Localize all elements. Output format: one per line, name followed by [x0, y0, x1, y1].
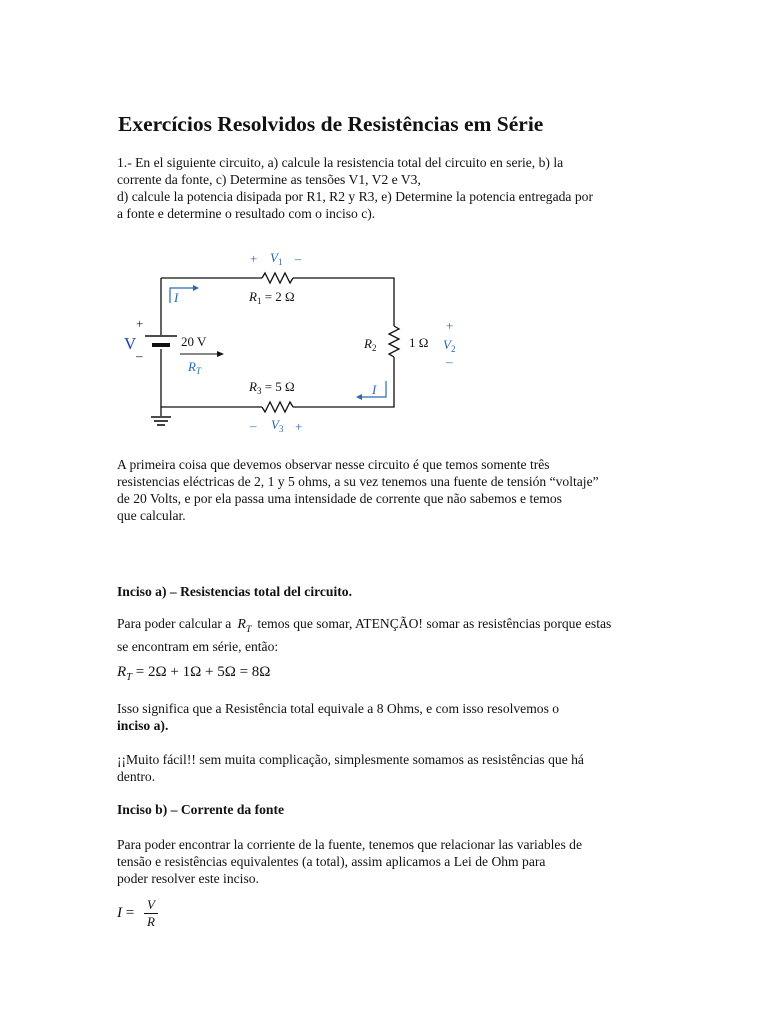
r1-label: R: [249, 289, 257, 304]
problem-line: d) calcule la potencia disipada por R1, R2 y R3, e) Determine la potencia entregada por: [117, 189, 593, 204]
svg-text:V3: [271, 417, 284, 434]
section-b-paragraph: [117, 836, 582, 887]
rt-sub: T: [195, 366, 201, 376]
r3-label: R: [249, 379, 257, 394]
section-a-line-2: se encontram em série, então:: [117, 638, 279, 654]
section-a-text-after: temos que somar, ATENÇÃO! somar as resistências porque estas: [257, 616, 612, 631]
v2-sub: 2: [450, 344, 456, 354]
easy-note: [117, 751, 584, 785]
section-b-line: tensão e resistências equivalentes (a total), assim aplicamos a Lei de Ohm para: [117, 854, 546, 869]
v3-minus: –: [250, 418, 257, 433]
r2-sub: 2: [371, 343, 377, 353]
section-a-paragraph: [117, 615, 611, 655]
r3-sub: 3: [256, 386, 262, 396]
svg-text:R1 = 2 Ω: [248, 289, 295, 306]
rt-inline-sub: T: [245, 623, 252, 635]
intro-line: de 20 Volts, e por ela passa uma intensidade de corrente que não sabemos e temos: [117, 491, 562, 506]
ohms-equals: =: [122, 904, 138, 921]
equation-lhs: R: [117, 664, 127, 680]
source-plus: +: [136, 316, 144, 331]
result-line: Isso significa que a Resistência total equivale a 8 Ohms, e com isso resolvemos o: [117, 701, 560, 716]
total-resistance-equation: [117, 664, 270, 683]
rt-inline-variable: [237, 617, 252, 635]
section-b-heading: Inciso b) – Corrente da fonte: [117, 802, 285, 817]
section-b-line: Para poder encontrar la corriente de la fuente, tenemos que relacionar las variables de: [117, 837, 582, 852]
section-a-result: [117, 700, 559, 734]
ohms-fraction: [144, 898, 158, 929]
section-b-line: poder resolver este inciso.: [117, 871, 259, 886]
current-label-top: I: [174, 290, 179, 305]
intro-line: A primeira coisa que devemos observar nesse circuito é que temos somente três: [117, 457, 550, 472]
section-a-text-before: Para poder calcular a: [117, 616, 232, 631]
problem-line: corrente da fonte, c) Determine as tensões V1, V2 e V3,: [117, 172, 421, 187]
ohms-lhs: I: [117, 904, 122, 921]
v1-label: V: [270, 250, 278, 265]
problem-statement: [117, 154, 593, 222]
r1-value: = 2 Ω: [261, 289, 295, 304]
svg-text:V1: [270, 250, 282, 267]
source-value: 20 V: [181, 334, 207, 349]
ohms-law-equation: [117, 898, 158, 929]
intro-line: resistencias eléctricas de 2, 1 y 5 ohms, a su vez tenemos una fuente de tensión “voltaje”: [117, 474, 599, 489]
page-title: Exercícios Resolvidos de Resistências em Série: [118, 112, 544, 136]
section-a-heading: Inciso a) – Resistencias total del circuito.: [117, 584, 352, 599]
rt-inline-name: R: [237, 617, 246, 632]
equation-sub: T: [126, 672, 133, 683]
ground-icon: [151, 417, 171, 425]
problem-line: 1.- En el siguiente circuito, a) calcule la resistencia total del circuito en serie, b) la: [117, 155, 564, 170]
resistor-r3-zigzag: [262, 402, 293, 412]
rt-arrow-icon: [217, 351, 224, 357]
easy-line: dentro.: [117, 769, 156, 784]
v2-plus: +: [446, 318, 454, 333]
result-line-bold: inciso a).: [117, 718, 169, 733]
r2-label: R: [364, 336, 372, 351]
right-wire-bottom: [293, 357, 394, 407]
v3-sub: 3: [278, 424, 284, 434]
ohms-numerator: V: [146, 897, 155, 912]
current-label-bottom: I: [372, 382, 377, 397]
ohms-denominator: R: [146, 914, 155, 929]
problem-line: a fonte e determine o resultado com o inciso c).: [117, 206, 376, 221]
r1-sub: 1: [256, 296, 262, 306]
rt-label: R: [188, 359, 196, 374]
v1-minus: –: [295, 251, 302, 266]
svg-text:R3 = 5 Ω: [248, 379, 295, 396]
resistor-r1-zigzag: [262, 273, 293, 283]
r3-value: = 5 Ω: [261, 379, 295, 394]
r2-value: 1 Ω: [409, 335, 429, 350]
resistor-r2-zigzag: [389, 326, 399, 357]
source-label: V: [124, 334, 137, 353]
svg-text:V2: [443, 337, 455, 354]
svg-text:RT: [187, 359, 202, 376]
section-a-line: [117, 615, 611, 638]
equation-rhs: = 2Ω + 1Ω + 5Ω = 8Ω: [132, 664, 271, 680]
bottom-wire: [161, 349, 262, 407]
svg-text:R2: [363, 336, 376, 353]
top-wire-right: [293, 278, 394, 326]
intro-line: que calcular.: [117, 508, 186, 523]
series-circuit-diagram: [115, 244, 475, 444]
v2-label: V: [443, 337, 451, 352]
v3-label: V: [271, 417, 279, 432]
easy-line: ¡¡Muito fácil!! sem muita complicação, simplesmente somamos as resistências que há: [117, 752, 584, 767]
v3-plus: +: [295, 419, 303, 434]
v2-minus: –: [446, 354, 453, 369]
v1-plus: +: [250, 251, 258, 266]
source-minus: –: [136, 348, 143, 363]
intro-paragraph: [117, 456, 599, 524]
v1-sub: 1: [277, 257, 283, 267]
